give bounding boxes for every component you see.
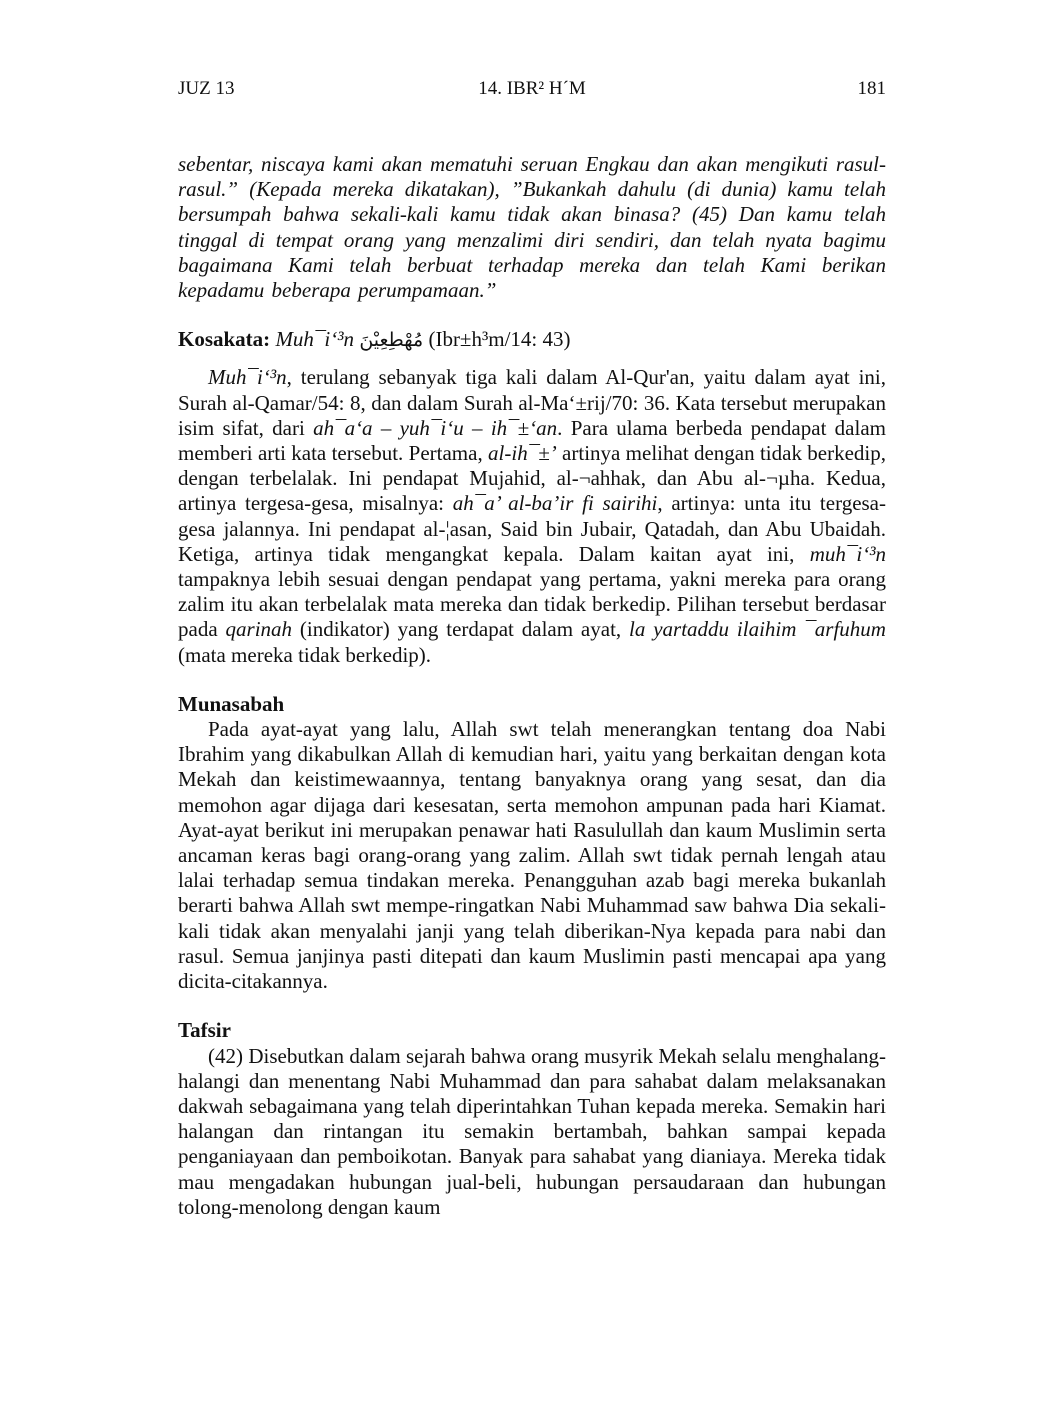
tafsir-paragraph: (42) Disebutkan dalam sejarah bahwa orang musyrik Mekah selalu menghalang-halangi dan menentang Nabi Muhammad dan para sahabat dalam melaksanakan dakwah sebagaimana yang telah diperintahkan Tuhan kepada mereka. Semakin hari halangan dan rintangan itu semakin bertambah, bahkan sampai kepada penganiayaan dan pemboikotan. Banyak para sahabat yang dianiaya. Mereka tidak mau mengadakan hubungan jual-beli, hubungan persaudaraan dan hubungan tolong-menolong dengan kaum [178,1043,886,1219]
kosakata-heading-line [178,327,886,353]
kosakata-italic-2: al-ih¯±’ [488,441,557,466]
kosakata-text-7: (mata mereka tidak berkedip). [178,642,432,667]
juz-label: JUZ 13 [178,78,235,99]
tafsir-heading: Tafsir [178,1018,231,1043]
kosakata-italic-5: qarinah [225,617,293,642]
kosakata-text-3: artinya melihat dengan tidak berkedip, dengan terbelalak. Ini pendapat Mujahid, al-¬ahhak, dan Abu al-¬µha. Kedua, artinya tergesa-gesa, misalnya: [178,441,886,516]
kosakata-arabic: مُهْطِعِيْنَ [359,329,424,352]
munasabah-paragraph: Pada ayat-ayat yang lalu, Allah swt telah menerangkan tentang doa Nabi Ibrahim yang dikabulkan Allah di kemudian hari, yaitu yang berkaitan dengan kota Mekah dan keistimewaannya, tentang banyaknya orang yang sesat, dan dia memohon agar dijaga dari kesesatan, serta memohon ampunan pada hari Kiamat. Ayat-ayat berikut ini merupakan penawar hati Rasulullah dan kaum Muslimin serta ancaman keras bagi orang-orang yang zalim. Allah swt tidak pernah lengah atau lalai terhadap semua tindakan mereka. Penangguhan azab bagi mereka bukanlah berarti bahwa Allah swt mempe-ringatkan Nabi Muhammad saw bahwa Dia sekali-kali tidak akan menyalahi janji yang telah diberikan-Nya kepada para nabi dan rasul. Semua janjinya pasti ditepati dan kaum Muslimin pasti mencapai apa yang dicita-citakannya. [178,717,886,994]
kosakata-text-1: , terulang sebanyak tiga kali dalam Al-Qur'an, yaitu dalam ayat ini, Surah al-Qamar/54: 8, dan dalam Surah al-Ma‘±rij/70: 36. Kata tersebut merupakan isim sifat, dari [178,365,886,440]
kosakata-italic-4: muh¯i‘³n [809,541,886,566]
kosakata-italic-3: ah¯a’ al-ba’ir fi sairihi [452,491,658,516]
translation-paragraph: sebentar, niscaya kami akan mematuhi seruan Engkau dan akan mengikuti rasul-rasul.” (Kepada mereka dikatakan), ”Bukankah dahulu (di dunia) kamu telah bersumpah bahwa sekali-kali kamu tidak akan binasa? (45) Dan kamu telah tinggal di tempat orang yang menzalimi diri sendiri, dan telah nyata bagimu bagaimana Kami telah berbuat terhadap mereka dan telah Kami berikan kepadamu beberapa perumpamaan.” [178,152,886,303]
kosakata-italic-6: la yartaddu ilaihim ¯arfuhum [629,617,886,642]
kosakata-label: Kosakata: [178,327,271,352]
running-header [178,76,886,102]
kosakata-text-4: , artinya: unta itu tergesa-gesa jalannya. Ini pendapat al-¦asan, Said bin Jubair, Qatadah, dan Abu Ubaidah. Ketiga, artinya tidak mengangkat kepala. Dalam kaitan ayat ini, [178,491,886,566]
kosakata-paragraph [178,365,886,667]
kosakata-text-6: (indikator) yang terdapat dalam ayat, [292,617,630,642]
book-page [178,76,886,1220]
page-number: 181 [857,78,886,99]
munasabah-heading: Munasabah [178,691,285,716]
kosakata-term-lead: Muh¯i‘³n [208,365,287,390]
kosakata-reference: (Ibr±h³m/14: 43) [428,327,571,352]
kosakata-term: Muh¯i‘³n [275,327,355,352]
kosakata-text-5: tampaknya lebih sesuai dengan pendapat yang pertama, yakni mereka para orang zalim itu akan terbelalak mata mereka dan tidak berkedip. Pilihan tersebut berdasar pada [178,567,886,642]
kosakata-italic-1: ah¯a‘a – yuh¯i‘u – ih¯±‘an [313,415,558,440]
kosakata-text-2: . Para ulama berbeda pendapat dalam memberi arti kata tersebut. Pertama, [178,415,886,466]
surah-title: 14. IBR² H´M [478,78,586,99]
